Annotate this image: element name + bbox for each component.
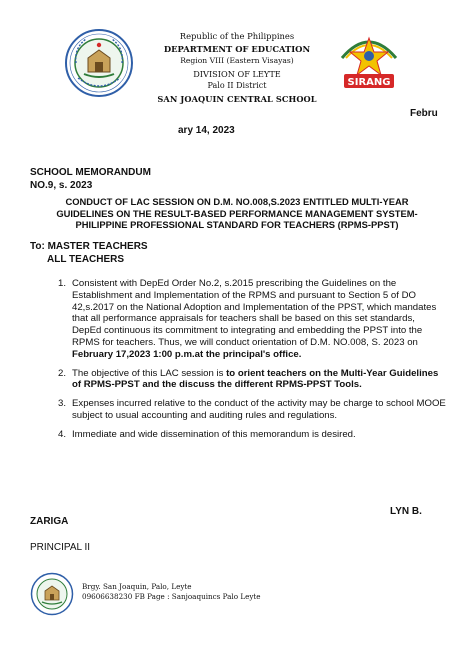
item-text: Consistent with DepEd Order No.2, s.2015 prescribing the Guidelines on the Establishment and Implementation of the RPMS and pursuant to Section 5 of DO 42,s.2017 on the National Adoption and Implementation of the PPST, which mandates that all performance appraisals for teachers shall be based on this set standards, DepEd continuous its commitment to integrating and embedding the PPST into the RPMS for teachers. Thus, we will conduct orientation of D.M. NO.008, S. 2023 on [72,278,437,348]
item-text: Expenses incurred relative to the conduct of the activity may be charge to school MOOE subject to usual accounting and auditing rules and regulations. [72,398,446,421]
signatory-name-part-2: ZARIGA [30,516,69,527]
item-number: 4. [58,428,67,440]
republic-line: Republic of the Philippines [179,31,295,41]
footer-school-seal-icon [30,572,74,616]
item-number: 2. [58,367,67,379]
memo-title [30,166,151,192]
memo-item [58,278,446,361]
school-name-line: SAN JOAQUIN CENTRAL SCHOOL [157,93,317,104]
memo-number: NO.9, s. 2023 [30,180,93,191]
memo-title-line-1: SCHOOL MEMORANDUM [30,167,151,178]
division-line: DIVISION OF LEYTE [193,68,281,79]
sirang-logo-icon [332,28,406,92]
region-line: Region VIII (Eastern Visayas) [180,56,294,66]
item-text: Immediate and wide dissemination of this memorandum is desired. [72,428,356,440]
recipients [30,240,148,266]
district-line: Palo II District [207,81,267,91]
item-number: 3. [58,398,67,410]
footer-address: Brgy. San Joaquin, Palo, Leyte [82,582,192,591]
department-line: DEPARTMENT OF EDUCATION [163,43,311,54]
subject-line-2: GUIDELINES ON THE RESULT-BASED PERFORMANCE MANAGEMENT SYSTEM- [56,207,418,219]
recipient-line-1: To: MASTER TEACHERS [30,241,148,252]
item-text: The objective of this LAC session is [72,367,227,379]
memo-item [58,368,446,392]
memo-items [58,278,446,448]
memo-item [58,429,446,441]
recipient-line-2: ALL TEACHERS [47,254,125,265]
memo-item [58,398,446,422]
subject-line-3: PHILIPPINE PROFESSIONAL STANDARD FOR TEACHERS (RPMS-PPST) [75,219,399,230]
item-number: 1. [58,278,67,289]
subject-line-1: CONDUCT OF LAC SESSION ON D.M. NO.008,S.2023 ENTITLED MULTI-YEAR [65,196,409,207]
date-part-1: Febru [410,108,438,119]
item-bold-text: February 17,2023 1:00 p.m.at the principal's office. [72,348,302,360]
memo-subject [32,196,442,231]
item-bold-text: to orient teachers on the Multi-Year Guidelines of RPMS-PPST and the discuss the different RPMS-PPST Tools. [72,367,439,391]
footer-phone-fb: 09606638230 FB Page : Sanjoaquincs Palo Leyte [82,591,261,601]
date-part-2: ary 14, 2023 [178,125,235,136]
signatory-name-part-1: LYN B. [390,506,422,517]
footer-contact [82,582,261,601]
school-seal-icon [64,28,134,98]
signatory-role: PRINCIPAL II [30,542,91,553]
letterhead [150,30,324,106]
svg-text:SIRANG: SIRANG [347,77,391,88]
